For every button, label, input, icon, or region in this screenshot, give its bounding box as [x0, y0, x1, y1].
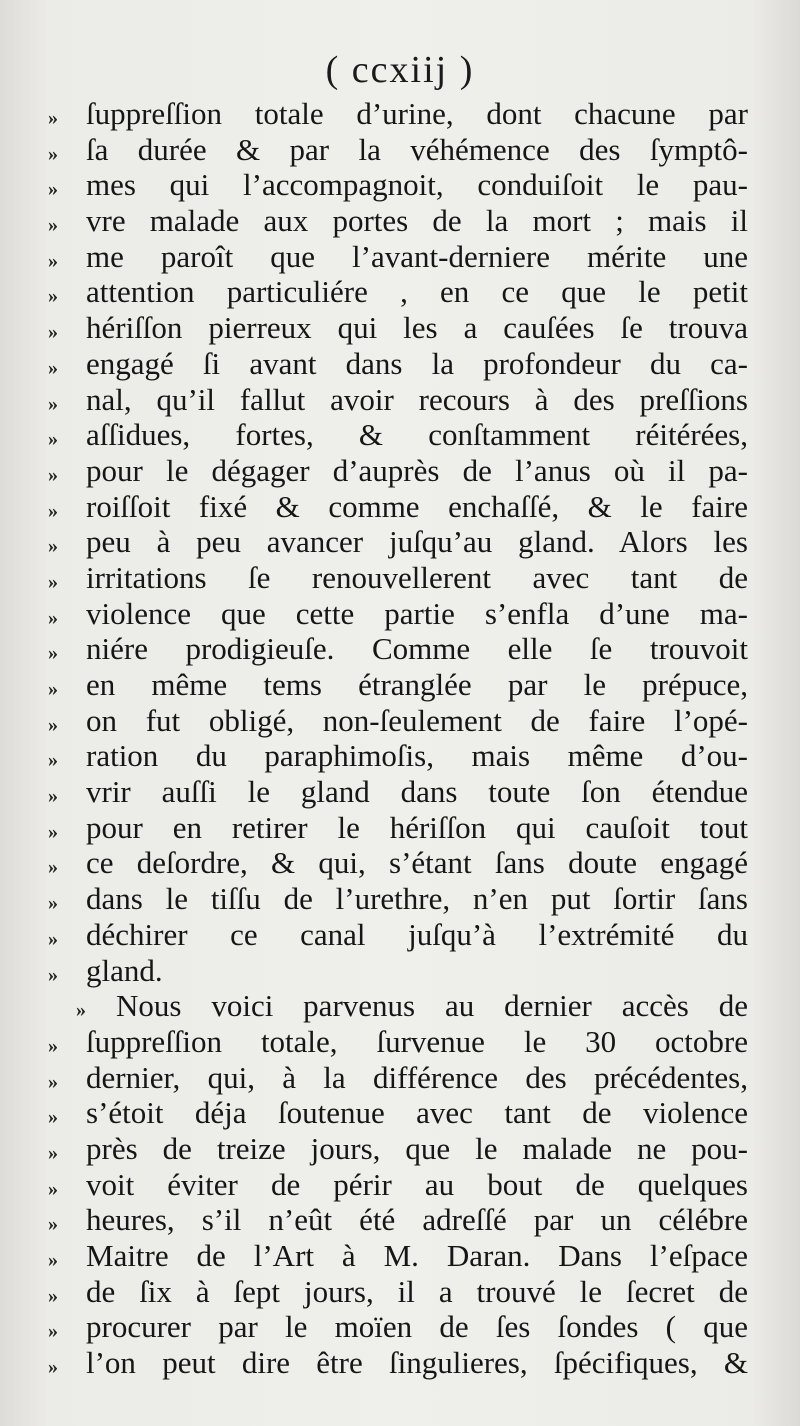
quotation-mark: » — [48, 713, 56, 736]
line-text: Maitre de l’Art à M. Daran. Dans l’eſpace — [86, 1238, 748, 1273]
text-line — [48, 810, 748, 846]
text-line — [48, 845, 748, 881]
text-line — [48, 631, 748, 667]
quotation-mark: » — [76, 999, 84, 1022]
line-text: violence que cette partie s’enfla d’une ma- — [86, 595, 748, 631]
line-text: ſuppreſſion totale d’urine, dont chacune par — [86, 96, 748, 131]
quotation-mark: » — [48, 1034, 56, 1057]
text-line — [48, 167, 748, 203]
quotation-mark: » — [48, 892, 56, 915]
line-text: ſuppreſſion totale, ſurvenue le 30 octobre — [86, 1023, 748, 1059]
quotation-mark: » — [48, 1070, 56, 1093]
text-line — [48, 703, 748, 739]
quotation-mark: » — [48, 856, 56, 879]
quotation-mark: » — [48, 392, 56, 415]
line-text: l’on peut dire être ſingulieres, ſpécifiques, & — [86, 1345, 748, 1381]
line-text: dernier, qui, à la différence des précédentes, — [86, 1059, 748, 1095]
text-line — [48, 560, 748, 596]
text-line — [48, 1167, 748, 1203]
quotation-mark: » — [48, 606, 56, 629]
text-line — [48, 596, 748, 632]
line-text: vre malade aux portes de la mort ; mais il — [86, 203, 748, 239]
line-text: me paroît que l’avant-derniere mérite une — [86, 238, 748, 274]
line-text: aſſidues, fortes, & conſtamment réitérées, — [86, 417, 748, 453]
quotation-mark: » — [48, 642, 56, 665]
text-line — [48, 1024, 748, 1060]
text-line — [48, 524, 748, 560]
page-header: ( ccxiij ) — [325, 49, 475, 91]
quotation-mark: » — [48, 249, 56, 272]
text-line — [48, 988, 748, 1024]
text-line — [48, 239, 748, 275]
text-line — [48, 382, 748, 418]
quotation-mark: » — [48, 785, 56, 808]
text-line — [48, 274, 748, 310]
text-line — [48, 489, 748, 525]
line-text: nal, qu’il fallut avoir recours à des preſſions — [86, 381, 748, 417]
text-block — [48, 96, 748, 1381]
text-line — [48, 310, 748, 346]
quotation-mark: » — [48, 963, 56, 986]
text-line — [48, 1202, 748, 1238]
line-text: hériſſon pierreux qui les a cauſées ſe trouva — [86, 310, 748, 346]
quotation-mark: » — [48, 927, 56, 950]
quotation-mark: » — [48, 1213, 56, 1236]
text-line — [48, 1238, 748, 1274]
quotation-mark: » — [48, 142, 56, 165]
line-text: s’étoit déja ſoutenue avec tant de violence — [86, 1095, 748, 1131]
quotation-mark: » — [48, 1141, 56, 1164]
line-text: mes qui l’accompagnoit, conduiſoit le pau- — [86, 167, 748, 203]
text-line — [48, 917, 748, 953]
quotation-mark: » — [48, 1284, 56, 1307]
text-line — [48, 453, 748, 489]
line-text: voit éviter de périr au bout de quelques — [86, 1166, 748, 1202]
line-text: de ſix à ſept jours, il a trouvé le ſecret de — [86, 1273, 748, 1309]
quotation-mark: » — [48, 107, 56, 129]
quotation-mark: » — [48, 1249, 56, 1271]
quotation-mark: » — [48, 356, 56, 379]
quotation-mark: » — [48, 1356, 56, 1379]
line-text: ſa durée & par la véhémence des ſymptô- — [86, 131, 748, 167]
line-text: heures, s’il n’eût été adreſſé par un célébre — [86, 1202, 748, 1238]
quotation-mark: » — [48, 214, 56, 237]
quotation-mark: » — [48, 1177, 56, 1200]
line-text: engagé ſi avant dans la profondeur du ca- — [86, 345, 748, 381]
text-line — [48, 1309, 748, 1345]
line-text: près de treize jours, que le malade ne pou- — [86, 1130, 748, 1166]
text-line — [48, 1095, 748, 1131]
line-text: pour le dégager d’auprès de l’anus où il pa- — [86, 452, 748, 488]
line-text: roiſſoit fixé & comme enchaſſé, & le faire — [86, 488, 748, 524]
quotation-mark: » — [48, 820, 56, 843]
text-line — [48, 346, 748, 382]
quotation-mark: » — [48, 570, 56, 593]
quotation-mark: » — [48, 1320, 56, 1343]
text-line — [48, 132, 748, 168]
line-text: peu à peu avancer juſqu’au gland. Alors les — [86, 524, 748, 560]
quotation-mark: » — [48, 178, 56, 201]
line-text: dans le tiſſu de l’urethre, n’en put ſortir ſans — [86, 881, 748, 917]
line-text: ce deſordre, & qui, s’étant ſans doute engagé — [86, 845, 748, 881]
text-line — [48, 953, 748, 989]
text-line — [48, 203, 748, 239]
line-text: attention particuliére , en ce que le petit — [86, 274, 748, 310]
text-line — [48, 1274, 748, 1310]
line-text: déchirer ce canal juſqu’à l’extrémité du — [86, 916, 748, 952]
line-text: ration du paraphimoſis, mais même d’ou- — [86, 738, 748, 774]
line-text: vrir auſſi le gland dans toute ſon étendue — [86, 774, 748, 810]
text-line — [48, 738, 748, 774]
text-line — [48, 417, 748, 453]
text-line — [48, 1345, 748, 1381]
text-line — [48, 1131, 748, 1167]
line-text: procurer par le moïen de ſes ſondes ( que — [86, 1309, 748, 1345]
quotation-mark: » — [48, 321, 56, 344]
quotation-mark: » — [48, 285, 56, 308]
line-text: niére prodigieuſe. Comme elle ſe trouvoit — [86, 631, 748, 667]
line-text: pour en retirer le hériſſon qui cauſoit tout — [86, 809, 748, 845]
text-line — [48, 774, 748, 810]
line-text: Nous voici parvenus au dernier accès de — [116, 988, 748, 1024]
line-text: irritations ſe renouvellerent avec tant de — [86, 559, 748, 595]
quotation-mark: » — [48, 535, 56, 558]
text-line — [48, 96, 748, 132]
text-line — [48, 881, 748, 917]
quotation-mark: » — [48, 749, 56, 772]
text-line — [48, 1060, 748, 1096]
text-line — [48, 667, 748, 703]
line-text: on fut obligé, non-ſeulement de faire l’opé- — [86, 702, 748, 738]
line-text: gland. — [86, 952, 163, 988]
quotation-mark: » — [48, 463, 56, 486]
quotation-mark: » — [48, 428, 56, 451]
line-text: en même tems étranglée par le prépuce, — [86, 667, 748, 702]
quotation-mark: » — [48, 678, 56, 700]
quotation-mark: » — [48, 499, 56, 522]
quotation-mark: » — [48, 1106, 56, 1129]
